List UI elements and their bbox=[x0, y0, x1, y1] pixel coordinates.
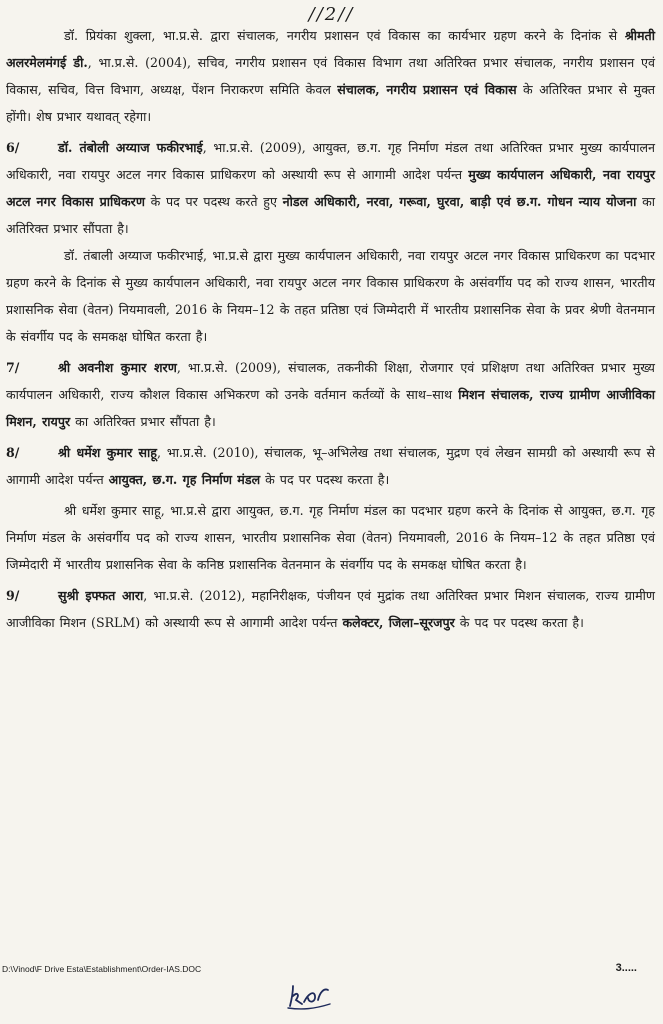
bold-text: कलेक्टर, जिला–सूरजपुर bbox=[342, 615, 455, 630]
footer bbox=[2, 962, 657, 978]
paragraph-number: 7/ bbox=[6, 360, 20, 375]
paragraph bbox=[6, 22, 655, 130]
text-run: के पद पर पदस्थ करते हुए bbox=[144, 194, 283, 209]
paragraph-number: 8/ bbox=[6, 445, 20, 460]
numbered-paragraph bbox=[6, 354, 655, 435]
text-run: , भा.प्र.से. (2010), संचालक, भू–अभिलेख तथा संचालक, मुद्रण एवं लेखन सामग्री को अस्थायी रूप से आगामी आदेश पर्यन्त bbox=[6, 445, 656, 487]
text-run: , भा.प्र.से. (2009), आयुक्त, छ.ग. गृह निर्माण मंडल तथा अतिरिक्त प्रभार मुख्य कार्यपालन अधिकारी, नवा रायपुर अटल नगर विकास प्राधिकरण को अस्थायी रूप से आगामी आदेश पर्यन्त bbox=[6, 140, 655, 182]
text-run: का अतिरिक्त प्रभार सौंपता है। bbox=[70, 414, 216, 429]
signature-initials bbox=[284, 980, 334, 1014]
page-number: //2// bbox=[308, 4, 355, 25]
numbered-paragraph bbox=[6, 582, 655, 636]
bold-text: संचालक, नगरीय प्रशासन एवं विकास bbox=[337, 82, 517, 97]
numbered-paragraph bbox=[6, 134, 655, 242]
text-run: के पद पर पदस्थ करता है। bbox=[260, 472, 390, 487]
bold-text: डॉ. तंबोली अय्याज फकीरभाई bbox=[58, 140, 203, 155]
paragraph-number: 9/ bbox=[6, 588, 20, 603]
bold-text: मुख्य कार्यपालन अधिकारी, नवा रायपुर अटल नगर विकास प्राधिकरण bbox=[6, 167, 655, 209]
text-run: , भा.प्र.से. (2012), महानिरीक्षक, पंजीयन एवं मुद्रांक तथा अतिरिक्त प्रभार मिशन संचालक, राज्य ग्रामीण आजीविका मिशन (SRLM) को अस्थायी रूप से आगामी आदेश पर्यन्त bbox=[6, 588, 655, 630]
text-run: का अतिरिक्त प्रभार सौंपता है। bbox=[6, 194, 656, 236]
bold-text: सुश्री इफ्फत आरा bbox=[58, 588, 144, 603]
text-run: डॉ. प्रियंका शुक्ला, भा.प्र.से. द्वारा संचालक, नगरीय प्रशासन एवं विकास का कार्यभार ग्रहण करने के दिनांक से bbox=[64, 28, 625, 43]
bold-text: श्रीमती अलरमेलमंगई डी. bbox=[6, 28, 655, 70]
paragraph bbox=[6, 497, 655, 578]
text-run: के अतिरिक्त प्रभार से मुक्त होंगी। शेष प्रभार यथावत् रहेगा। bbox=[6, 82, 655, 124]
document-body bbox=[6, 22, 655, 636]
next-page-indicator: 3..... bbox=[615, 962, 637, 974]
text-run: , भा.प्र.से. (2004), सचिव, नगरीय प्रशासन एवं विकास विभाग तथा अतिरिक्त प्रभार संचालक, नगरीय प्रशासन एवं विकास, सचिव, वित्त विभाग, अध्यक्ष, पेंशन निराकरण समिति केवल bbox=[6, 55, 655, 97]
footer-file-path: D:\Vinod\F Drive Esta\Establishment\Order-IAS.DOC bbox=[2, 964, 202, 974]
text-run: , भा.प्र.से. (2009), संचालक, तकनीकी शिक्षा, रोजगार एवं प्रशिक्षण तथा अतिरिक्त प्रभार मुख्य कार्यपालन अधिकारी, राज्य कौशल विकास अभिकरण को उनके वर्तमान कर्तव्यों के साथ–साथ bbox=[6, 360, 655, 402]
bold-text: नोडल अधिकारी, नरवा, गरूवा, घुरवा, बाड़ी एवं छ.ग. गोधन न्याय योजना bbox=[282, 194, 637, 209]
bold-text: आयुक्त, छ.ग. गृह निर्माण मंडल bbox=[108, 472, 261, 487]
bold-text: मिशन संचालक, राज्य ग्रामीण आजीविका मिशन, रायपुर bbox=[6, 387, 655, 429]
numbered-paragraph bbox=[6, 439, 655, 493]
paragraph-number: 6/ bbox=[6, 140, 20, 155]
text-run: श्री धर्मेश कुमार साहू, भा.प्र.से द्वारा आयुक्त, छ.ग. गृह निर्माण मंडल का पदभार ग्रहण करने के दिनांक से आयुक्त, छ.ग. गृह निर्माण मंडल के असंवर्गीय पद को राज्य शासन, भारतीय प्रशासनिक सेवा (वेतन) नियमावली, 2016 के नियम–12 के तहत प्रतिष्ठा एवं जिम्मेदारी में भारतीय प्रशासनिक सेवा के कनिष्ठ प्रशासनिक वेतनमान के संवर्गीय पद के समकक्ष घोषित करता है। bbox=[6, 503, 655, 572]
bold-text: श्री धर्मेश कुमार साहू bbox=[58, 445, 157, 460]
paragraph bbox=[6, 242, 655, 350]
text-run: डॉ. तंबाली अय्याज फकीरभाई, भा.प्र.से द्वारा मुख्य कार्यपालन अधिकारी, नवा रायपुर अटल नगर विकास प्राधिकरण का पदभार ग्रहण करने के दिनांक से मुख्य कार्यपालन अधिकारी, नवा रायपुर अटल नगर विकास प्राधिकरण के असंवर्गीय पद को राज्य शासन, भारतीय प्रशासनिक सेवा (वेतन) नियमावली, 2016 के नियम–12 के तहत प्रतिष्ठा एवं जिम्मेदारी में भारतीय प्रशासनिक सेवा के प्रवर श्रेणी वेतनमान के संवर्गीय पद के समकक्ष घोषित करता है। bbox=[6, 248, 655, 344]
bold-text: श्री अवनीश कुमार शरण bbox=[58, 360, 177, 375]
text-run: के पद पर पदस्थ करता है। bbox=[454, 615, 584, 630]
